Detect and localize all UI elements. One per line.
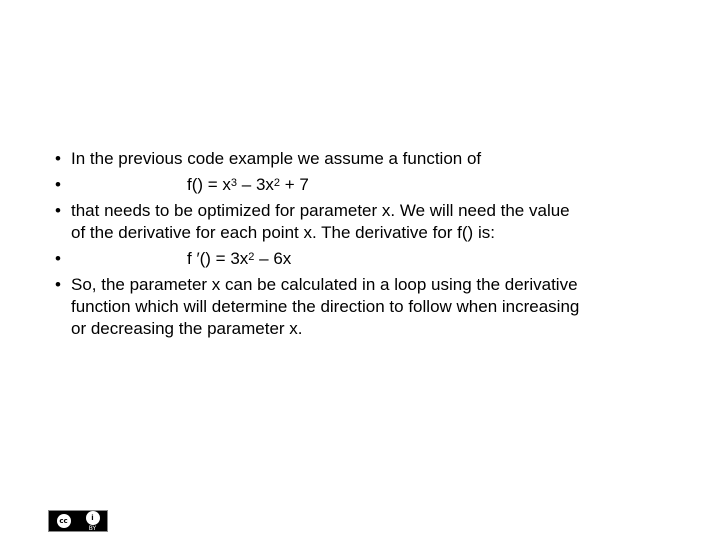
bullet-dot: • (55, 249, 61, 268)
by-person-icon: i (86, 511, 100, 525)
bullet-item (55, 274, 675, 340)
bullet-dot: • (55, 149, 61, 168)
bullet-dot: • (55, 275, 61, 294)
bullet-list (55, 148, 675, 344)
bullet-formula-derivative (55, 248, 675, 270)
cc-icon: cc (57, 514, 71, 528)
bullet-text: In the previous code example we assume a function of (71, 149, 482, 168)
footer (48, 510, 108, 532)
formula: $f() = x^3 - 3x^2 + 7$ (187, 175, 309, 194)
bullet-dot: • (55, 175, 61, 194)
bullet-item (55, 148, 675, 170)
bullet-formula-function (55, 174, 675, 196)
by-label: BY (88, 524, 97, 532)
by-icon (86, 511, 100, 532)
formula: f ′() = $3x^2 - 6x$ (187, 249, 292, 268)
bullet-text: So, the parameter x can be calculated in a loop using the derivative function which will determine the direction to follow when increasing or decreasing the parameter x. (71, 275, 580, 338)
cc-by-license-badge[interactable] (48, 510, 108, 532)
bullet-text: that needs to be optimized for parameter x. We will need the value of the derivative for each point x. The derivative for f() is: (71, 201, 570, 242)
bullet-dot: • (55, 201, 61, 220)
bullet-item (55, 200, 675, 244)
